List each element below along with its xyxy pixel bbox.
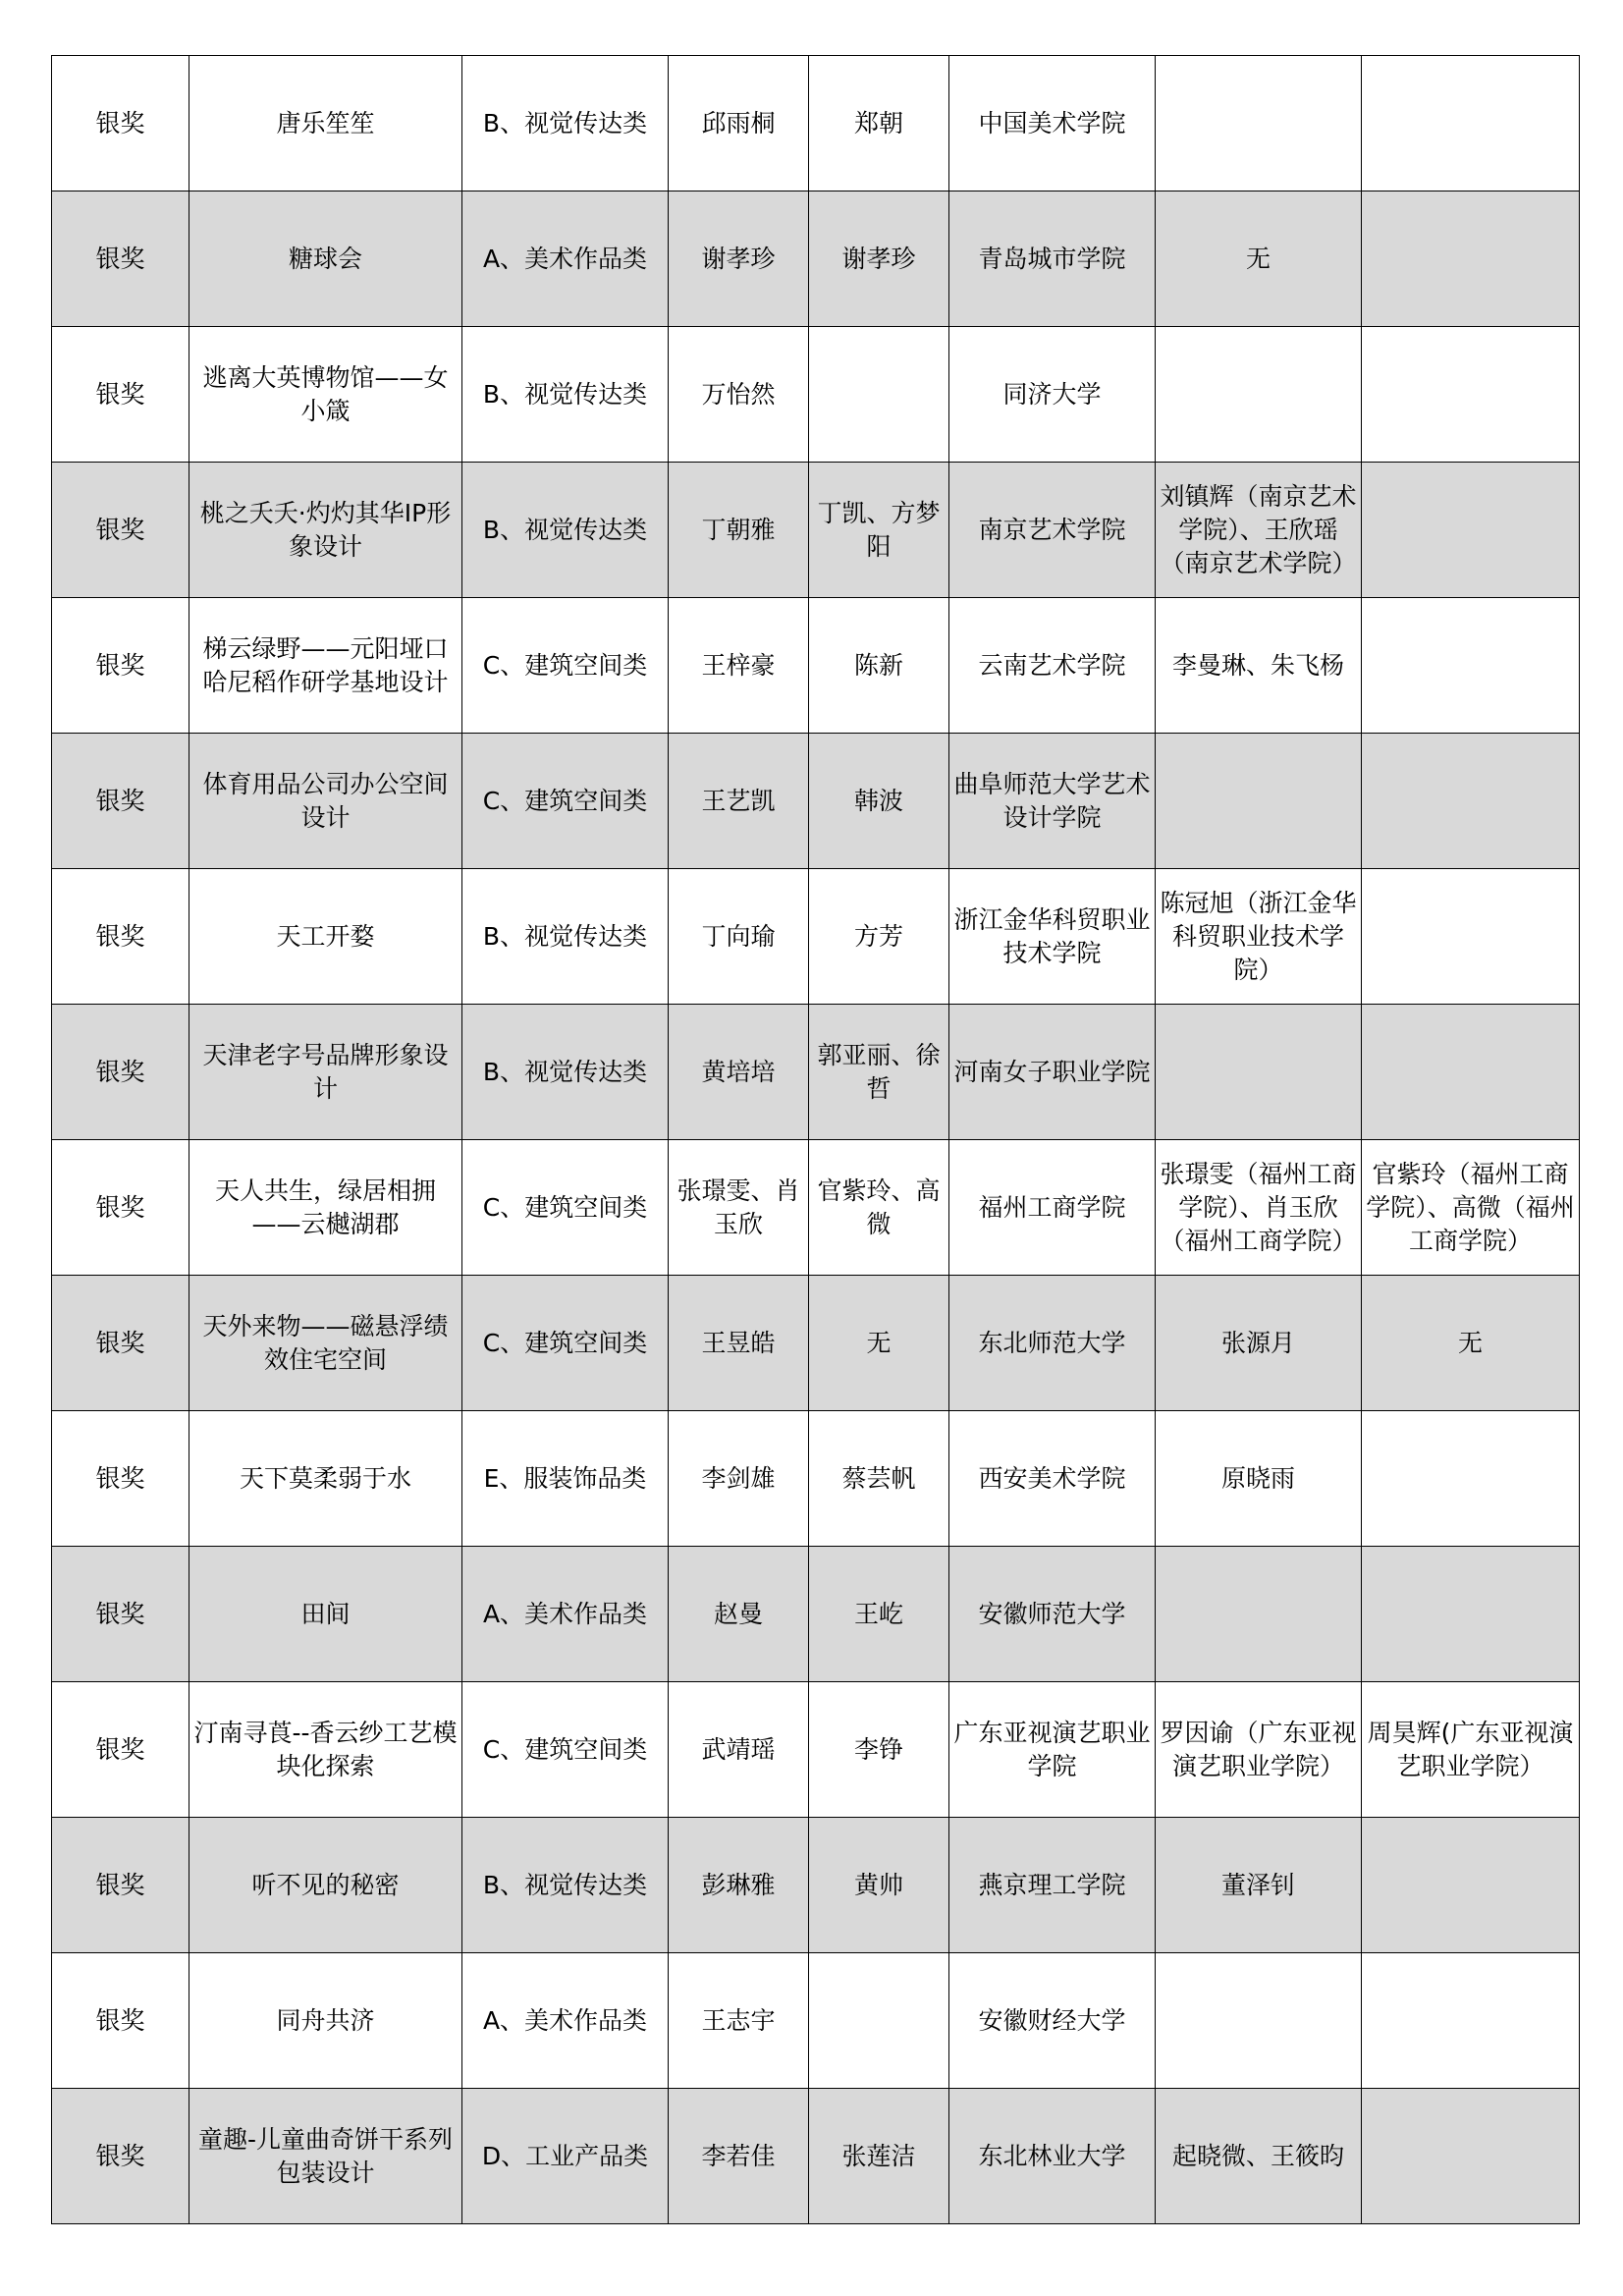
teacher-cell: 陈新 [809,598,949,734]
table-row [52,1547,1580,1682]
table-row [52,869,1580,1005]
title-cell: 天工开婺 [189,869,462,1005]
table-row [52,598,1580,734]
author-cell: 李若佳 [669,2089,809,2224]
category-cell: B、视觉传达类 [462,1818,669,1953]
school-cell: 中国美术学院 [949,56,1156,191]
table-row [52,1005,1580,1140]
extra-cell-1: 无 [1156,191,1362,327]
extra-cell-1: 李曼琳、朱飞杨 [1156,598,1362,734]
school-cell: 燕京理工学院 [949,1818,1156,1953]
category-cell: E、服装饰品类 [462,1411,669,1547]
author-cell: 王梓豪 [669,598,809,734]
table-row [52,2089,1580,2224]
school-cell: 西安美术学院 [949,1411,1156,1547]
teacher-cell: 王屹 [809,1547,949,1682]
extra-cell-1: 董泽钊 [1156,1818,1362,1953]
teacher-cell: 无 [809,1276,949,1411]
category-cell: A、美术作品类 [462,1547,669,1682]
extra-cell-1 [1156,1953,1362,2089]
school-cell: 河南女子职业学院 [949,1005,1156,1140]
extra-cell-2 [1362,1953,1580,2089]
category-cell: C、建筑空间类 [462,1276,669,1411]
school-cell: 安徽师范大学 [949,1547,1156,1682]
category-cell: B、视觉传达类 [462,463,669,598]
author-cell: 邱雨桐 [669,56,809,191]
category-cell: C、建筑空间类 [462,598,669,734]
table-row [52,1682,1580,1818]
school-cell: 青岛城市学院 [949,191,1156,327]
extra-cell-2 [1362,327,1580,463]
extra-cell-1 [1156,327,1362,463]
awards-table [51,55,1580,2224]
extra-cell-1: 刘镇辉（南京艺术学院）、王欣瑶（南京艺术学院） [1156,463,1362,598]
table-row [52,327,1580,463]
award-cell: 银奖 [52,463,189,598]
table-row [52,191,1580,327]
award-cell: 银奖 [52,1682,189,1818]
author-cell: 赵曼 [669,1547,809,1682]
table-row [52,463,1580,598]
teacher-cell: 韩波 [809,734,949,869]
school-cell: 东北师范大学 [949,1276,1156,1411]
teacher-cell: 方芳 [809,869,949,1005]
teacher-cell: 黄帅 [809,1818,949,1953]
category-cell: B、视觉传达类 [462,56,669,191]
title-cell: 天人共生，绿居相拥——云樾湖郡 [189,1140,462,1276]
extra-cell-1 [1156,1005,1362,1140]
school-cell: 云南艺术学院 [949,598,1156,734]
author-cell: 王志宇 [669,1953,809,2089]
table-row [52,1953,1580,2089]
award-cell: 银奖 [52,1140,189,1276]
table-row [52,1411,1580,1547]
category-cell: B、视觉传达类 [462,1005,669,1140]
title-cell: 田间 [189,1547,462,1682]
extra-cell-1: 罗因谕（广东亚视演艺职业学院） [1156,1682,1362,1818]
title-cell: 桃之夭夭·灼灼其华IP形象设计 [189,463,462,598]
extra-cell-2 [1362,869,1580,1005]
award-cell: 银奖 [52,1953,189,2089]
teacher-cell: 谢孝珍 [809,191,949,327]
school-cell: 福州工商学院 [949,1140,1156,1276]
table-row [52,734,1580,869]
extra-cell-2 [1362,56,1580,191]
extra-cell-2: 无 [1362,1276,1580,1411]
category-cell: A、美术作品类 [462,1953,669,2089]
award-cell: 银奖 [52,327,189,463]
teacher-cell: 张莲洁 [809,2089,949,2224]
title-cell: 听不见的秘密 [189,1818,462,1953]
extra-cell-1: 原晓雨 [1156,1411,1362,1547]
extra-cell-2 [1362,1411,1580,1547]
title-cell: 汀南寻莨--香云纱工艺模块化探索 [189,1682,462,1818]
title-cell: 逃离大英博物馆——女小箴 [189,327,462,463]
school-cell: 同济大学 [949,327,1156,463]
teacher-cell [809,1953,949,2089]
school-cell: 东北林业大学 [949,2089,1156,2224]
extra-cell-1 [1156,734,1362,869]
award-cell: 银奖 [52,1818,189,1953]
extra-cell-2 [1362,1005,1580,1140]
title-cell: 体育用品公司办公空间设计 [189,734,462,869]
author-cell: 武靖瑶 [669,1682,809,1818]
author-cell: 彭琳雅 [669,1818,809,1953]
extra-cell-2 [1362,463,1580,598]
award-cell: 银奖 [52,191,189,327]
extra-cell-1: 陈冠旭（浙江金华科贸职业技术学院） [1156,869,1362,1005]
extra-cell-2 [1362,191,1580,327]
extra-cell-1 [1156,56,1362,191]
extra-cell-2 [1362,2089,1580,2224]
table-row [52,1140,1580,1276]
teacher-cell: 蔡芸帆 [809,1411,949,1547]
teacher-cell: 官紫玲、高微 [809,1140,949,1276]
title-cell: 天外来物——磁悬浮绩效住宅空间 [189,1276,462,1411]
award-cell: 银奖 [52,734,189,869]
title-cell: 同舟共济 [189,1953,462,2089]
extra-cell-1: 起晓微、王筱昀 [1156,2089,1362,2224]
title-cell: 唐乐笙笙 [189,56,462,191]
award-cell: 银奖 [52,1411,189,1547]
extra-cell-1: 张源月 [1156,1276,1362,1411]
teacher-cell [809,327,949,463]
category-cell: C、建筑空间类 [462,1140,669,1276]
extra-cell-2 [1362,734,1580,869]
category-cell: A、美术作品类 [462,191,669,327]
title-cell: 梯云绿野——元阳垭口哈尼稻作研学基地设计 [189,598,462,734]
teacher-cell: 丁凯、方梦阳 [809,463,949,598]
award-cell: 银奖 [52,56,189,191]
author-cell: 李剑雄 [669,1411,809,1547]
award-cell: 银奖 [52,1276,189,1411]
table-row [52,56,1580,191]
category-cell: B、视觉传达类 [462,327,669,463]
title-cell: 天下莫柔弱于水 [189,1411,462,1547]
author-cell: 黄培培 [669,1005,809,1140]
author-cell: 王昱皓 [669,1276,809,1411]
teacher-cell: 郑朝 [809,56,949,191]
school-cell: 南京艺术学院 [949,463,1156,598]
category-cell: C、建筑空间类 [462,1682,669,1818]
award-cell: 银奖 [52,869,189,1005]
extra-cell-1 [1156,1547,1362,1682]
extra-cell-2: 周昊辉(广东亚视演艺职业学院） [1362,1682,1580,1818]
title-cell: 童趣-儿童曲奇饼干系列包装设计 [189,2089,462,2224]
teacher-cell: 李铮 [809,1682,949,1818]
extra-cell-1: 张璟雯（福州工商学院）、肖玉欣（福州工商学院） [1156,1140,1362,1276]
extra-cell-2: 官紫玲（福州工商学院）、高微（福州工商学院） [1362,1140,1580,1276]
award-cell: 银奖 [52,2089,189,2224]
author-cell: 丁向瑜 [669,869,809,1005]
award-cell: 银奖 [52,1005,189,1140]
category-cell: D、工业产品类 [462,2089,669,2224]
extra-cell-2 [1362,598,1580,734]
title-cell: 天津老字号品牌形象设计 [189,1005,462,1140]
author-cell: 谢孝珍 [669,191,809,327]
title-cell: 糖球会 [189,191,462,327]
teacher-cell: 郭亚丽、徐哲 [809,1005,949,1140]
extra-cell-2 [1362,1818,1580,1953]
award-cell: 银奖 [52,1547,189,1682]
extra-cell-2 [1362,1547,1580,1682]
school-cell: 曲阜师范大学艺术设计学院 [949,734,1156,869]
author-cell: 王艺凯 [669,734,809,869]
category-cell: B、视觉传达类 [462,869,669,1005]
author-cell: 万怡然 [669,327,809,463]
school-cell: 浙江金华科贸职业技术学院 [949,869,1156,1005]
school-cell: 广东亚视演艺职业学院 [949,1682,1156,1818]
table-row [52,1276,1580,1411]
award-cell: 银奖 [52,598,189,734]
category-cell: C、建筑空间类 [462,734,669,869]
school-cell: 安徽财经大学 [949,1953,1156,2089]
table-body [52,56,1580,2224]
table-row [52,1818,1580,1953]
author-cell: 丁朝雅 [669,463,809,598]
author-cell: 张璟雯、肖玉欣 [669,1140,809,1276]
